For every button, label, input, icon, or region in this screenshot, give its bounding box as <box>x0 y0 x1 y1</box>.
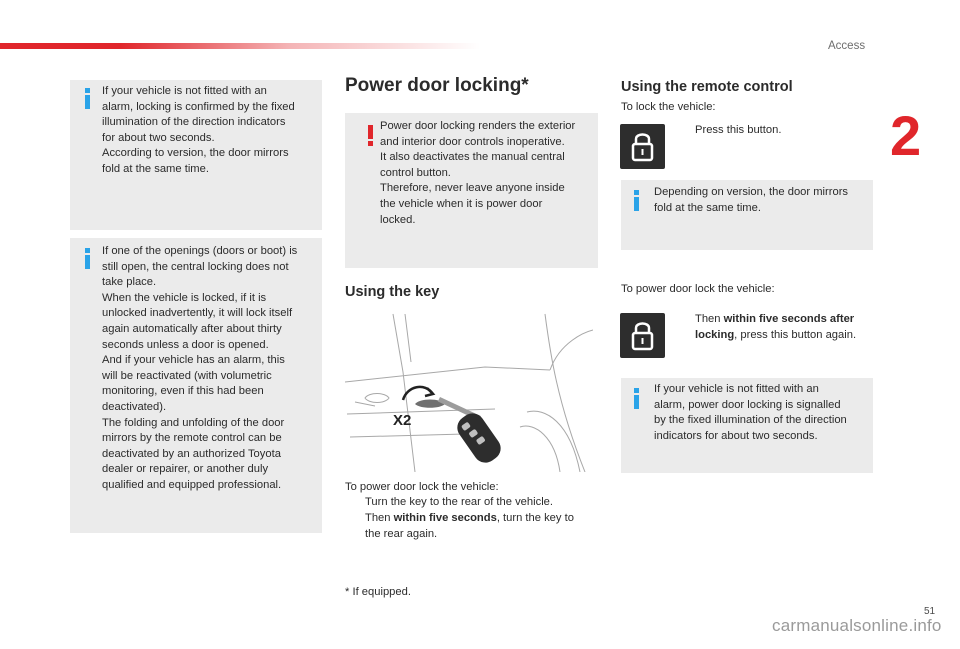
footnote: * If equipped. <box>345 586 411 598</box>
section-name: Access <box>828 40 866 52</box>
info-text-openings: If one of the openings (doors or boot) is still open, the central locking does not take place. When the vehicle is locked, if it is unlocked inadvertently, it will lock itself again automatically after about thirty seconds unless a door is opened. And if your vehicle has an alarm, this will be reactivated (with volumetric monitoring, even if this had been deactivated). The folding and unfolding of the door mirrors by the remote control can be deactivated by an authorized Toyota dealer or repairer, or another duly qualified and equipped professional. <box>102 245 298 491</box>
info-text-alarm: If your vehicle is not fitted with an alarm, power door locking is signalled by the fixed illumination of the direction indicators for about two seconds. <box>654 383 847 442</box>
key-illustration <box>345 312 593 472</box>
page-number: 51 <box>924 606 936 617</box>
lock-button-image-2 <box>620 313 665 358</box>
header-accent-bar <box>0 43 480 49</box>
info-icon <box>634 190 639 211</box>
watermark: carmanualsonline.info <box>772 616 942 635</box>
info-text-mirrors: Depending on version, the door mirrors fold at the same time. <box>654 186 849 214</box>
heading-using-key: Using the key <box>345 284 440 300</box>
info-icon <box>634 388 639 409</box>
lock-button-image-1 <box>620 124 665 169</box>
info-box-mirrors <box>621 180 873 250</box>
info-icon <box>85 88 90 109</box>
info-box-locking <box>70 80 322 230</box>
warning-box <box>345 113 598 268</box>
page-title: Power door locking* <box>345 75 529 96</box>
heading-remote-control: Using the remote control <box>621 79 793 95</box>
info-box-openings <box>70 238 322 533</box>
info-box-alarm <box>621 378 873 473</box>
info-text-locking: If your vehicle is not fitted with an alarm, locking is confirmed by the fixed illumination of the direction indicators for about two seconds. According to version, the door mirrors fold at the same time. <box>102 85 295 175</box>
lock-intro: To lock the vehicle: <box>621 101 716 113</box>
warning-icon <box>368 125 373 146</box>
key-intro: To power door lock the vehicle: <box>345 481 499 493</box>
power-lock-intro: To power door lock the vehicle: <box>621 283 775 295</box>
warning-text: Power door locking renders the exterior and interior door controls inoperative. It also deactivates the manual central control button. Therefore, never leave anyone inside the vehicle when it is power door locked. <box>380 120 576 226</box>
info-icon <box>85 248 90 269</box>
car-door-key-drawing <box>345 312 593 472</box>
padlock-icon <box>620 313 665 358</box>
chapter-number: 2 <box>890 104 922 167</box>
x2-label: X2 <box>393 412 412 429</box>
padlock-icon <box>620 124 665 169</box>
